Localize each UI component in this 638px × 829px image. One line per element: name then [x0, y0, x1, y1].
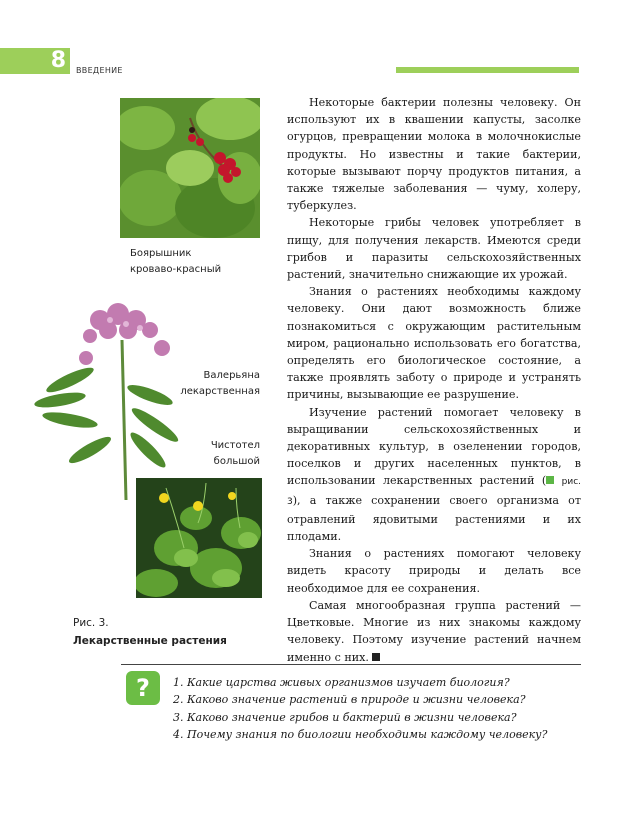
caption-hawthorn-line1: Боярышник — [130, 248, 192, 259]
question-icon: ? — [126, 671, 160, 705]
section-end-marker — [372, 653, 380, 661]
celandine-photo — [136, 478, 262, 598]
paragraph: Некоторые бактерии полезны человеку. Он используют их в квашении капусты, засолке огурцов, превращении молока в молочнокислые продукты. Но известны и такие бактерии, которые вызывают порчу продуктов питания, а также тяжелые заболевания — чуму, холеру, туберкулез. — [287, 96, 581, 213]
paragraph-text: ), а также сохранении своего организма от отравлений ядовитыми растениями и их плодами. — [287, 493, 581, 544]
question-item: 4. Почему знания по биологии необходимы каждому человеку? — [173, 728, 548, 742]
question-item: 3. Каково значение грибов и бактерий в жизни человека? — [173, 710, 517, 724]
caption-celandine-line2: большой — [213, 456, 260, 467]
paragraph: Знания о растениях необходимы каждому человеку. Они дают возможность ближе познакомиться с окружающим растительным миром, рационально использовать его богатства, определять его биологическое состояние, а также проявлять заботу о природе и устранять причины, вызывающие ее разрушение. — [287, 285, 581, 402]
caption-hawthorn-line2: кроваво-красный — [130, 264, 222, 275]
header-accent-bar — [396, 67, 579, 73]
body-text — [287, 94, 581, 666]
paragraph: Некоторые грибы человек употребляет в пищу, для получения лекарств. Имеются среди грибов и паразиты сельскохозяйственных растений, значительно снижающие их урожай. — [287, 216, 581, 282]
caption-celandine-line1: Чистотел — [210, 440, 260, 451]
question-item: 1. Какие царства живых организмов изучает биология? — [173, 676, 510, 689]
figure-caption — [73, 614, 227, 650]
figure-ref-marker — [546, 476, 554, 484]
figure-ref-link[interactable]: рис. 3 — [287, 477, 582, 507]
paragraph — [287, 597, 581, 666]
questions-list — [173, 674, 583, 744]
paragraph-with-figure-ref — [287, 404, 581, 546]
caption-celandine — [150, 438, 260, 470]
question-item: 2. Каково значение растений в природе и жизни человека? — [173, 693, 526, 707]
figure-title — [73, 632, 227, 650]
caption-valerian — [150, 368, 260, 400]
caption-valerian-line1: Валерьяна — [203, 370, 260, 381]
paragraph: Знания о растениях помогают человеку видеть красоту природы и делать все необходимое для ее сохранения. — [287, 547, 581, 595]
caption-hawthorn — [130, 246, 250, 278]
paragraph-text: Изучение растений помогает человеку в выращивании сельскохозяйственных и декоративных культур, в озеленении городов, поселков и других населенных пунктов, в использовании лекарственных растений ( — [287, 405, 581, 488]
caption-valerian-line2: лекарственная — [180, 386, 260, 397]
hawthorn-photo — [120, 98, 260, 238]
paragraph-text: Самая многообразная группа растений — Цветковые. Многие из них знакомы каждому человеку. Поэтому изучение растений начнем именно с них. — [287, 598, 581, 664]
questions-divider — [121, 664, 581, 665]
section-label: ВВЕДЕНИЕ — [76, 66, 123, 75]
figure-number: Рис. 3. — [73, 617, 109, 629]
figure-title-text: Лекарственные растения — [73, 635, 227, 647]
page-number-tab: 8 — [0, 48, 70, 74]
